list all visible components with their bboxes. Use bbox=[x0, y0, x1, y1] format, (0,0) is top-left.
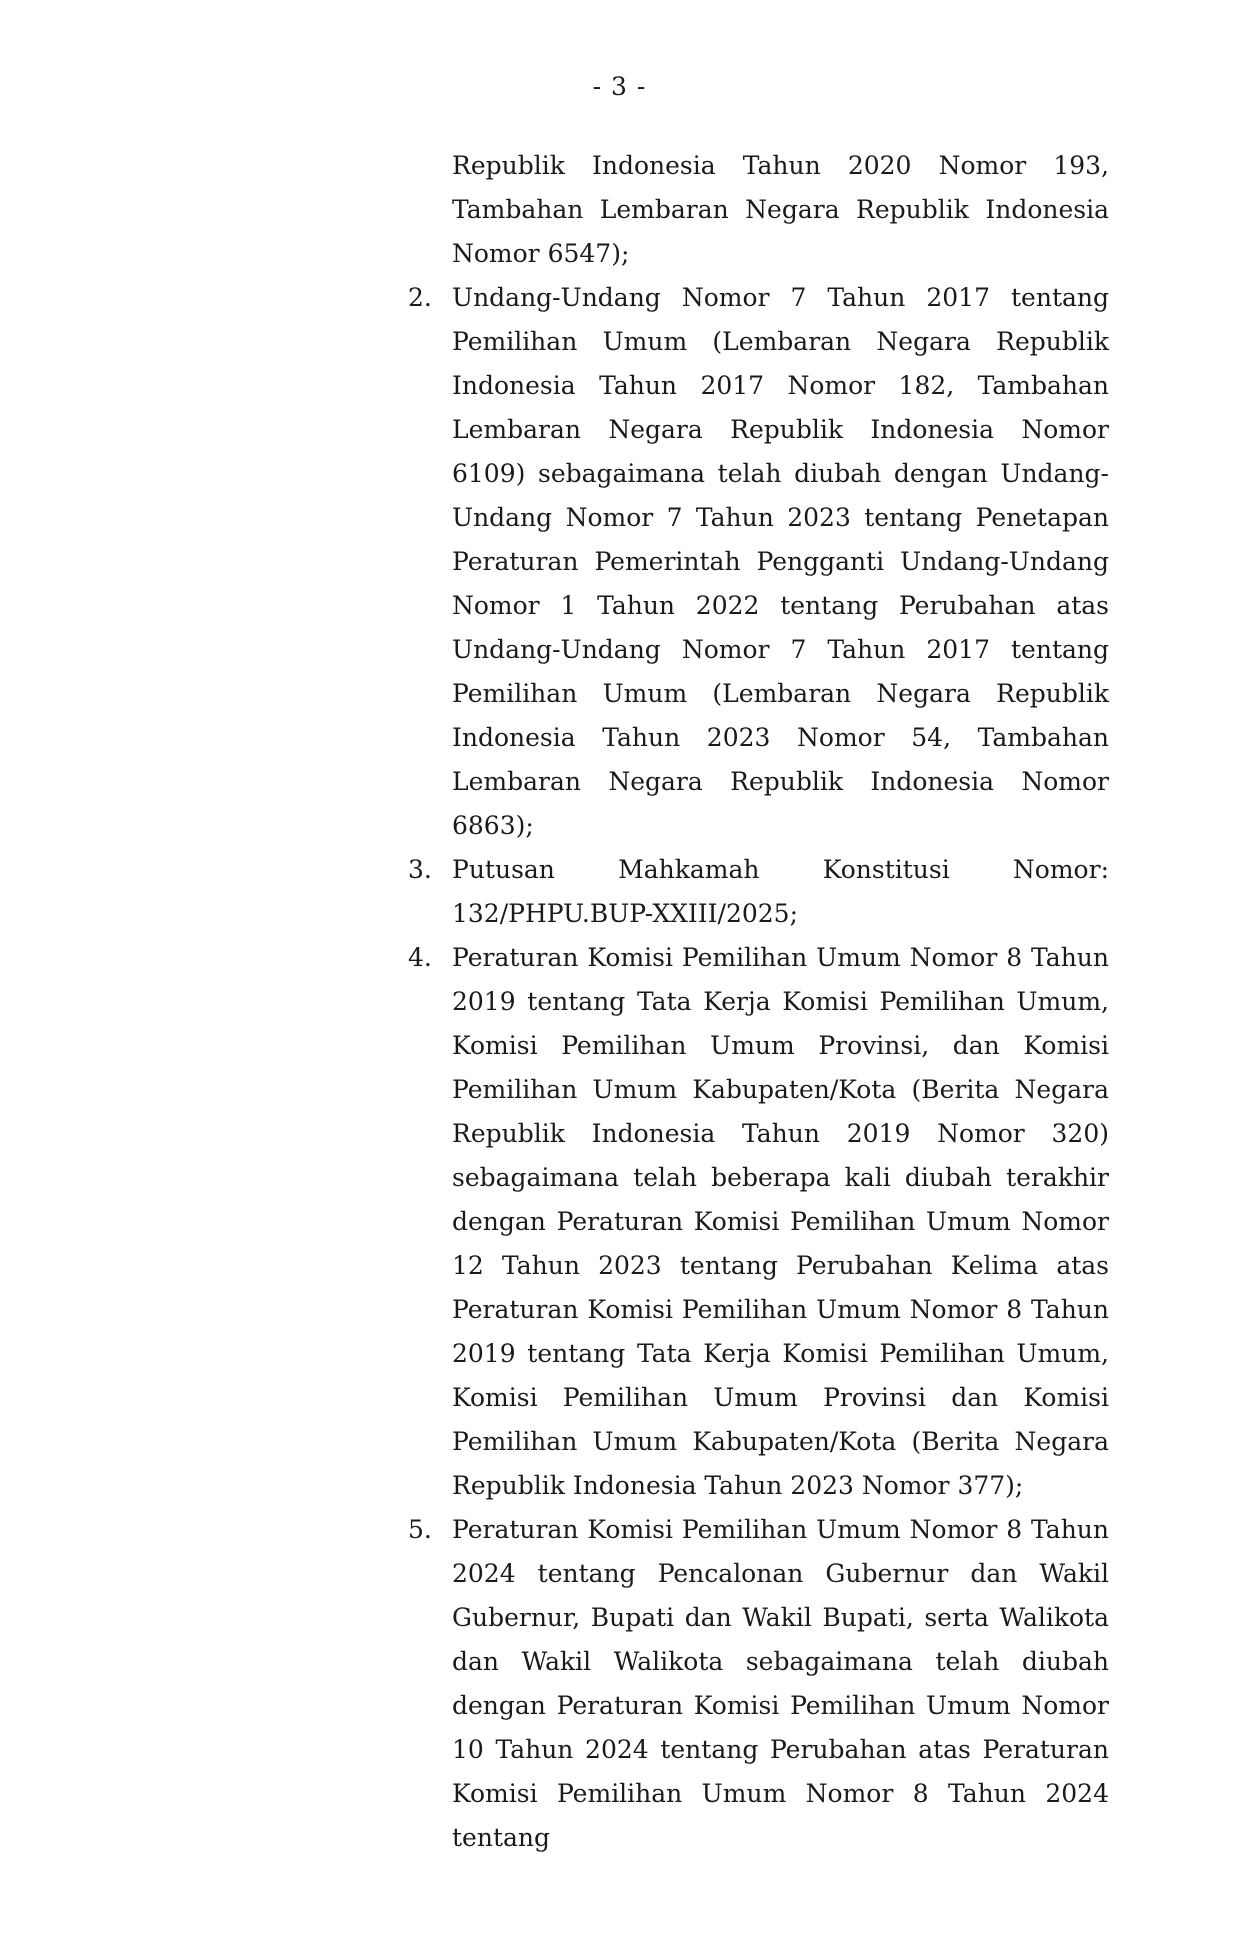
list-item bbox=[408, 1508, 1109, 1860]
list-item-text: Undang-Undang Nomor 7 Tahun 2017 tentang Pemilihan Umum (Lembaran Negara Republik Indonesia Tahun 2017 Nomor 182, Tambahan Lembaran Negara Republik Indonesia Nomor 6109) sebagaimana telah diubah dengan Undang-Undang Nomor 7 Tahun 2023 tentang Penetapan Peraturan Pemerintah Pengganti Undang-Undang Nomor 1 Tahun 2022 tentang Perubahan atas Undang-Undang Nomor 7 Tahun 2017 tentang Pemilihan Umum (Lembaran Negara Republik Indonesia Tahun 2023 Nomor 54, Tambahan Lembaran Negara Republik Indonesia Nomor 6863); bbox=[452, 283, 1109, 840]
list-item-number: 2. bbox=[408, 283, 432, 312]
list-item-number: 5. bbox=[408, 1515, 432, 1544]
list-item bbox=[408, 936, 1109, 1508]
document-body bbox=[408, 144, 1109, 1860]
continuation-paragraph: Republik Indonesia Tahun 2020 Nomor 193, Tambahan Lembaran Negara Republik Indonesia Nomor 6547); bbox=[452, 151, 1109, 268]
list-item-number: 3. bbox=[408, 855, 432, 884]
list-item bbox=[408, 848, 1109, 936]
page-number: - 3 - bbox=[592, 72, 647, 101]
list-item-number: 4. bbox=[408, 943, 432, 972]
list-item bbox=[408, 276, 1109, 848]
list-item-text: Peraturan Komisi Pemilihan Umum Nomor 8 Tahun 2024 tentang Pencalonan Gubernur dan Wakil Gubernur, Bupati dan Wakil Bupati, serta Walikota dan Wakil Walikota sebagaimana telah diubah dengan Peraturan Komisi Pemilihan Umum Nomor 10 Tahun 2024 tentang Perubahan atas Peraturan Komisi Pemilihan Umum Nomor 8 Tahun 2024 tentang bbox=[452, 1515, 1109, 1852]
legal-basis-list bbox=[408, 276, 1109, 1860]
list-item-text: Putusan Mahkamah Konstitusi Nomor: 132/PHPU.BUP-XXIII/2025; bbox=[452, 855, 1109, 928]
list-item-text: Peraturan Komisi Pemilihan Umum Nomor 8 Tahun 2019 tentang Tata Kerja Komisi Pemilihan Umum, Komisi Pemilihan Umum Provinsi, dan Komisi Pemilihan Umum Kabupaten/Kota (Berita Negara Republik Indonesia Tahun 2019 Nomor 320) sebagaimana telah beberapa kali diubah terakhir dengan Peraturan Komisi Pemilihan Umum Nomor 12 Tahun 2023 tentang Perubahan Kelima atas Peraturan Komisi Pemilihan Umum Nomor 8 Tahun 2019 tentang Tata Kerja Komisi Pemilihan Umum, Komisi Pemilihan Umum Provinsi dan Komisi Pemilihan Umum Kabupaten/Kota (Berita Negara Republik Indonesia Tahun 2023 Nomor 377); bbox=[452, 943, 1109, 1500]
